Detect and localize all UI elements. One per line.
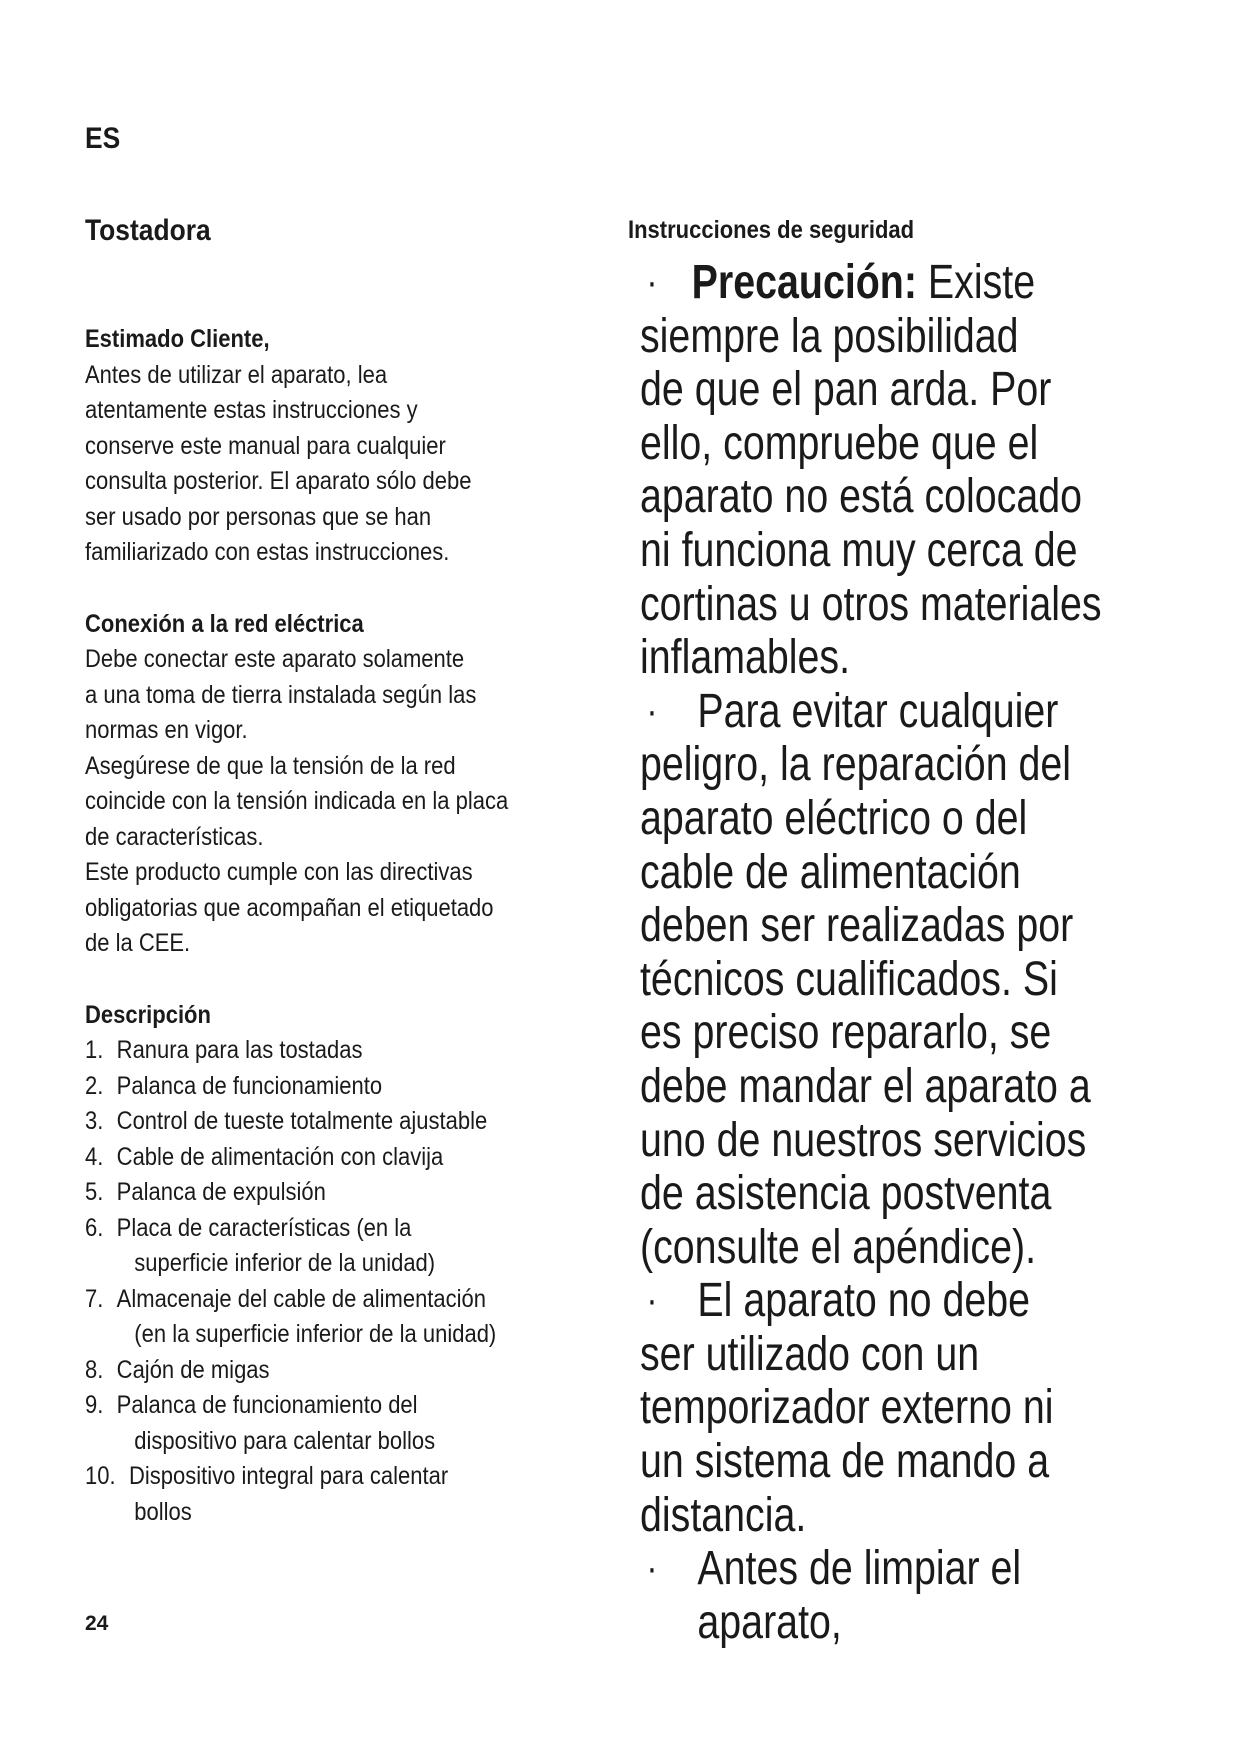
safety-item-first-line: El aparato no debe (697, 1274, 1031, 1328)
list-number: 3. (85, 1107, 104, 1135)
list-text-continuation: dispositivo para calentar bollos (134, 1426, 436, 1455)
list-item (85, 1069, 613, 1105)
safety-line: debe mandar el aparato a (640, 1059, 1091, 1113)
list-text: Palanca de funcionamiento (116, 1071, 383, 1100)
list-item (85, 1282, 613, 1353)
connection-line: Debe conectar este aparato solamente (85, 645, 465, 673)
list-number: 2. (85, 1071, 104, 1100)
connection-line: a una toma de tierra instalada según las (85, 680, 477, 709)
list-item (85, 1140, 613, 1176)
safety-line: ser utilizado con un (640, 1327, 980, 1381)
list-number: 4. (85, 1142, 104, 1171)
safety-line: ello, compruebe que el (640, 416, 1039, 470)
safety-item-first-line: Para evitar cualquier (697, 684, 1059, 738)
list-item (85, 1388, 613, 1459)
safety-item (640, 685, 1132, 1275)
list-text: Ranura para las tostadas (116, 1036, 363, 1064)
connection-heading: Conexión a la red eléctrica (85, 609, 364, 638)
list-item (85, 1104, 613, 1140)
safety-line: peligro, la reparación del (640, 738, 1072, 792)
list-item (85, 1033, 613, 1069)
list-text-continuation: superficie inferior de la unidad) (134, 1249, 436, 1277)
intro-line: ser usado por personas que se han (85, 502, 432, 531)
list-number: 5. (85, 1178, 104, 1206)
list-item (85, 1175, 613, 1211)
list-item (85, 1353, 613, 1389)
connection-line: normas en vigor. (85, 716, 248, 744)
bullet-icon: · (646, 688, 658, 733)
safety-line: ni funciona muy cerca de (640, 523, 1078, 577)
intro-line: Antes de utilizar el aparato, lea (85, 360, 388, 389)
caution-label: Precaución: (691, 256, 917, 309)
safety-text: Existe (927, 256, 1036, 309)
list-text: Palanca de expulsión (116, 1178, 326, 1206)
safety-line: deben ser realizadas por (640, 899, 1074, 953)
connection-line: Asegúrese de que la tensión de la red (85, 751, 456, 780)
list-number: 6. (85, 1213, 104, 1242)
page-title: Tostadora (85, 214, 211, 247)
list-text: Almacenaje del cable de alimentación (116, 1284, 487, 1313)
safety-item (640, 1542, 1132, 1649)
connection-line: Este producto cumple con las directivas (85, 858, 473, 886)
safety-item-first-line (640, 256, 1132, 310)
safety-instructions (640, 256, 1132, 1649)
safety-line: siempre la posibilidad (640, 309, 1019, 363)
list-text-continuation: (en la superficie inferior de la unidad) (134, 1320, 497, 1348)
safety-item (640, 256, 1132, 685)
list-number: 1. (85, 1036, 104, 1064)
description-list (85, 1033, 613, 1530)
list-text: Placa de características (en la (116, 1213, 412, 1242)
safety-line: aparato no está colocado (640, 470, 1083, 524)
safety-line: temporizador externo ni (640, 1381, 1054, 1435)
description-heading: Descripción (85, 1000, 211, 1029)
bullet-icon: · (646, 260, 658, 304)
safety-line: uno de nuestros servicios (640, 1113, 1087, 1167)
safety-line: de que el pan arda. Por (640, 363, 1052, 417)
safety-line: es preciso repararlo, se (640, 1006, 1052, 1060)
intro-line: atentamente estas instrucciones y (85, 396, 418, 424)
connection-line: coincide con la tensión indicada en la placa (85, 787, 509, 815)
list-item (85, 1211, 613, 1282)
list-number: 8. (85, 1355, 104, 1384)
safety-item (640, 1274, 1132, 1542)
safety-line: (consulte el apéndice). (640, 1220, 1037, 1274)
safety-line: de asistencia postventa (640, 1167, 1052, 1221)
safety-line: aparato eléctrico o del (640, 791, 1028, 845)
list-item (85, 1459, 613, 1530)
list-number: 7. (85, 1284, 104, 1313)
intro-line: familiarizado con estas instrucciones. (85, 538, 450, 566)
connection-line: de la CEE. (85, 929, 191, 957)
bullet-icon: · (646, 1278, 658, 1323)
safety-line: cable de alimentación (640, 845, 1021, 899)
list-text: Control de tueste totalmente ajustable (116, 1107, 488, 1135)
intro-paragraph (85, 358, 613, 571)
greeting-heading: Estimado Cliente, (85, 325, 270, 353)
list-text: Cable de alimentación con clavija (116, 1142, 444, 1171)
list-text: Cajón de migas (116, 1355, 270, 1384)
bullet-icon: · (646, 1546, 658, 1591)
language-code: ES (85, 122, 121, 155)
connection-line: de características. (85, 822, 264, 851)
safety-line: cortinas u otros materiales (640, 577, 1102, 631)
safety-line: distancia. (640, 1488, 807, 1542)
list-text: Palanca de funcionamiento del (116, 1391, 418, 1419)
list-number: 9. (85, 1391, 104, 1419)
safety-heading: Instrucciones de seguridad (628, 216, 915, 244)
intro-line: conserve este manual para cualquier (85, 431, 446, 460)
connection-paragraph (85, 642, 613, 962)
intro-line: consulta posterior. El aparato sólo debe (85, 467, 472, 495)
page-number: 24 (85, 1612, 109, 1635)
safety-line: inflamables. (640, 631, 851, 685)
list-text-continuation: bollos (134, 1497, 192, 1526)
safety-item-first-line: Antes de limpiar el aparato, (697, 1542, 1022, 1649)
list-number: 10. (85, 1462, 116, 1490)
connection-line: obligatorias que acompañan el etiquetado (85, 893, 494, 922)
list-text: Dispositivo integral para calentar (129, 1462, 449, 1490)
safety-line: técnicos cualificados. Si (640, 952, 1058, 1006)
safety-line: un sistema de mando a (640, 1435, 1050, 1489)
left-column (85, 322, 613, 1530)
